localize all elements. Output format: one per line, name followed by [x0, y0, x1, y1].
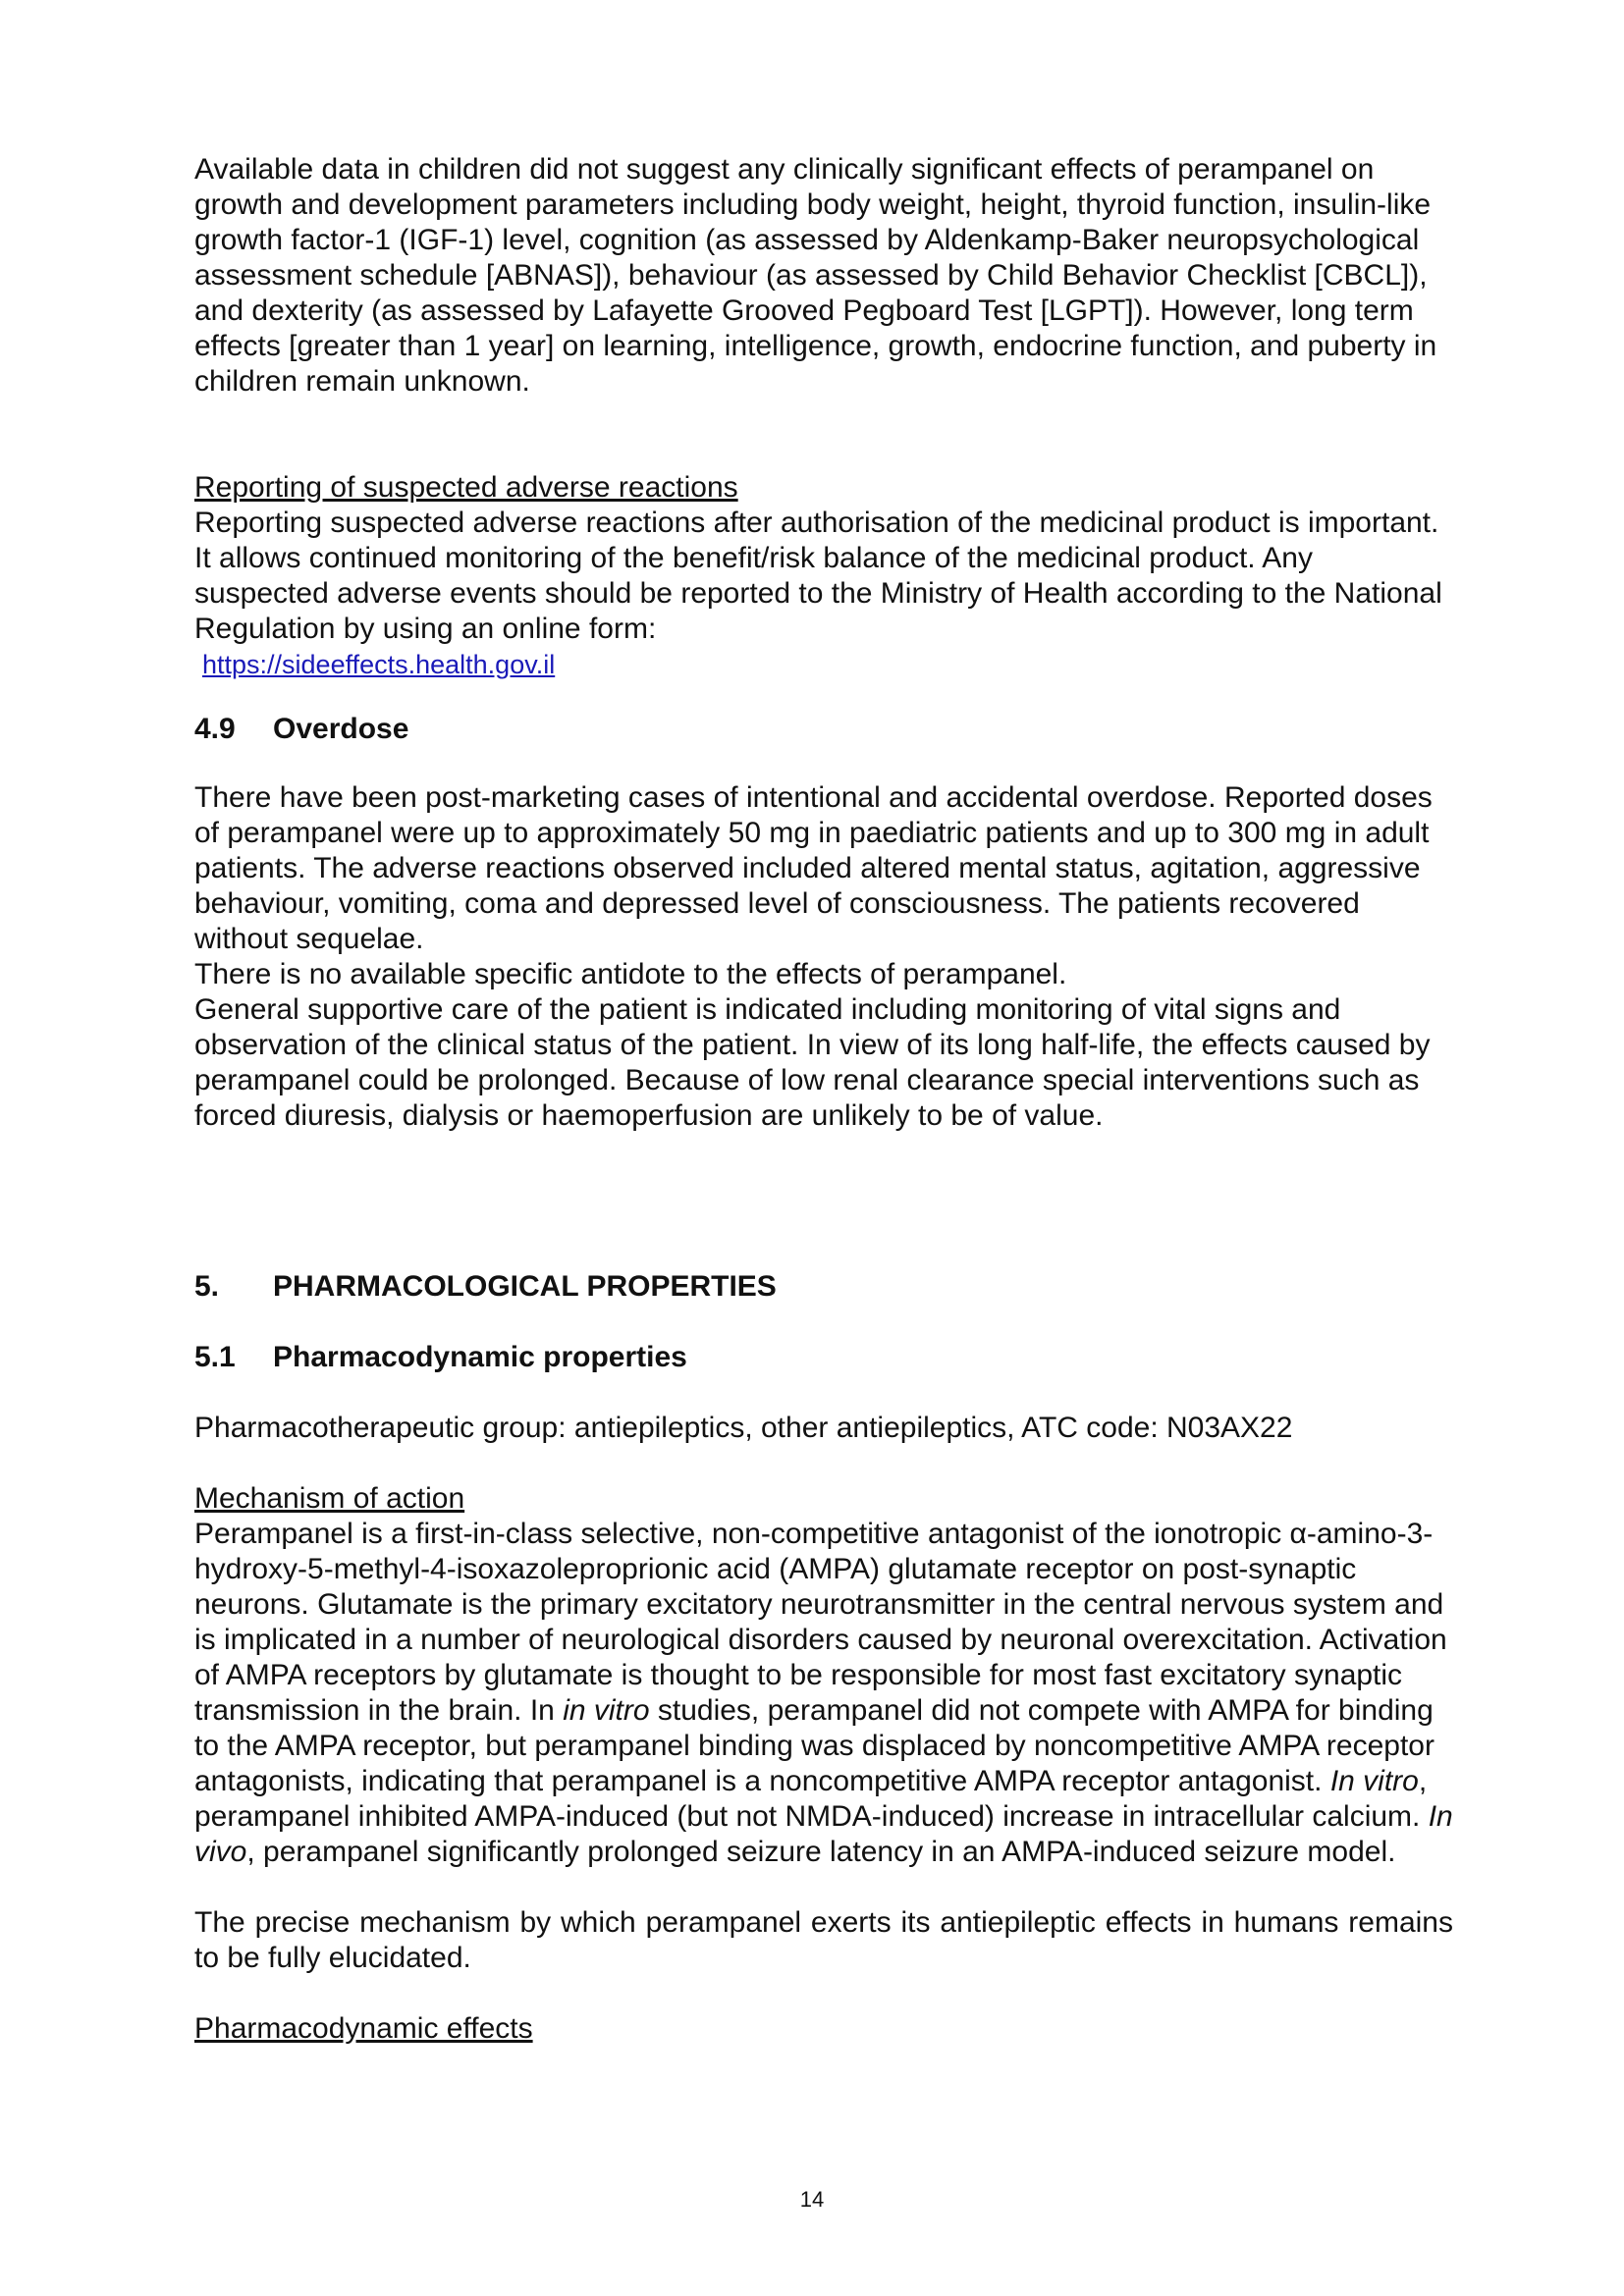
overdose-heading: [194, 712, 1453, 747]
section-5-title: PHARMACOLOGICAL PROPERTIES: [273, 1270, 777, 1303]
overdose-para-1: There have been post-marketing cases of intentional and accidental overdose. Reported doses of perampanel were up to approximately 50 mg in paediatric patients and up to 300 mg in adult patients. The adverse reactions observed included altered mental status, agitation, aggressive behaviour, vomiting, coma and depressed level of consciousness. The patients recovered without sequelae.: [194, 781, 1433, 955]
overdose-title: Overdose: [273, 713, 409, 745]
mechanism-paragraph-2: The precise mechanism by which perampanel exerts its antiepileptic effects in humans remains to be fully elucidated.: [194, 1906, 1453, 1974]
section-5-number: 5.: [194, 1270, 220, 1303]
pharmacotherapeutic-group: Pharmacotherapeutic group: antiepileptics, other antiepileptics, ATC code: N03AX22: [194, 1412, 1293, 1444]
section-5-heading: [194, 1269, 1453, 1305]
section-5-1-number: 5.1: [194, 1341, 236, 1373]
pd-effects-heading: Pharmacodynamic effects: [194, 2012, 533, 2045]
section-5-1-heading: [194, 1340, 1453, 1375]
mechanism-text-4: , perampanel significantly prolonged seizure latency in an AMPA-induced seizure model.: [246, 1836, 1396, 1868]
mechanism-italic-2: In vitro: [1329, 1765, 1419, 1797]
sideeffects-link[interactable]: https://sideeffects.health.gov.il: [202, 650, 556, 679]
reporting-text: Reporting suspected adverse reactions after authorisation of the medicinal product is important. It allows continued monitoring of the benefit/risk balance of the medicinal product. Any suspected adverse events should be reported to the Ministry of Health according to the National Regulation by using an online form:: [194, 507, 1442, 645]
page-number: 14: [799, 2187, 825, 2212]
children-paragraph: Available data in children did not suggest any clinically significant effects of perampanel on growth and development parameters including body weight, height, thyroid function, insulin-like growth factor-1 (IGF-1) level, cognition (as assessed by Aldenkamp-Baker neuropsychological assessment schedule [ABNAS]), behaviour (as assessed by Child Behavior Checklist [CBCL]), and dexterity (as assessed by Lafayette Grooved Pegboard Test [LGPT]). However, long term effects [greater than 1 year] on learning, intelligence, growth, endocrine function, and puberty in children remain unknown.: [194, 153, 1437, 398]
mechanism-heading: Mechanism of action: [194, 1482, 465, 1515]
mechanism-text-2: studies, perampanel did not compete with AMPA for binding to the AMPA receptor, but perampanel binding was displaced by noncompetitive AMPA receptor antagonists, indicating that perampanel is a noncompetitive AMPA receptor antagonist.: [194, 1694, 1435, 1797]
mechanism-italic-1: in vitro: [563, 1694, 650, 1727]
overdose-number: 4.9: [194, 713, 236, 745]
mechanism-italic-3: In vivo: [194, 1800, 1453, 1868]
reporting-heading: Reporting of suspected adverse reactions: [194, 471, 738, 504]
overdose-para-2: There is no available specific antidote to the effects of perampanel.: [194, 958, 1067, 990]
section-5-1-title: Pharmacodynamic properties: [273, 1341, 687, 1373]
overdose-para-3: General supportive care of the patient is indicated including monitoring of vital signs and observation of the clinical status of the patient. In view of its long half-life, the effects caused by perampanel could be prolonged. Because of low renal clearance special interventions such as forced diuresis, dialysis or haemoperfusion are unlikely to be of value.: [194, 993, 1431, 1132]
mechanism-text-3: , perampanel inhibited AMPA-induced (but not NMDA-induced) increase in intracellular calcium.: [194, 1765, 1429, 1833]
mechanism-paragraph: [194, 1517, 1453, 1870]
document-page: [194, 152, 1453, 2047]
mechanism-text-1: Perampanel is a first-in-class selective, non-competitive antagonist of the ionotropic α-amino-3-hydroxy-5-methyl-4-isoxazoleproprionic acid (AMPA) glutamate receptor on post-synaptic neurons. Glutamate is the primary excitatory neurotransmitter in the central nervous system and is implicated in a number of neurological disorders caused by neuronal overexcitation. Activation of AMPA receptors by glutamate is thought to be responsible for most fast excitatory synaptic transmission in the brain. In: [194, 1518, 1447, 1727]
